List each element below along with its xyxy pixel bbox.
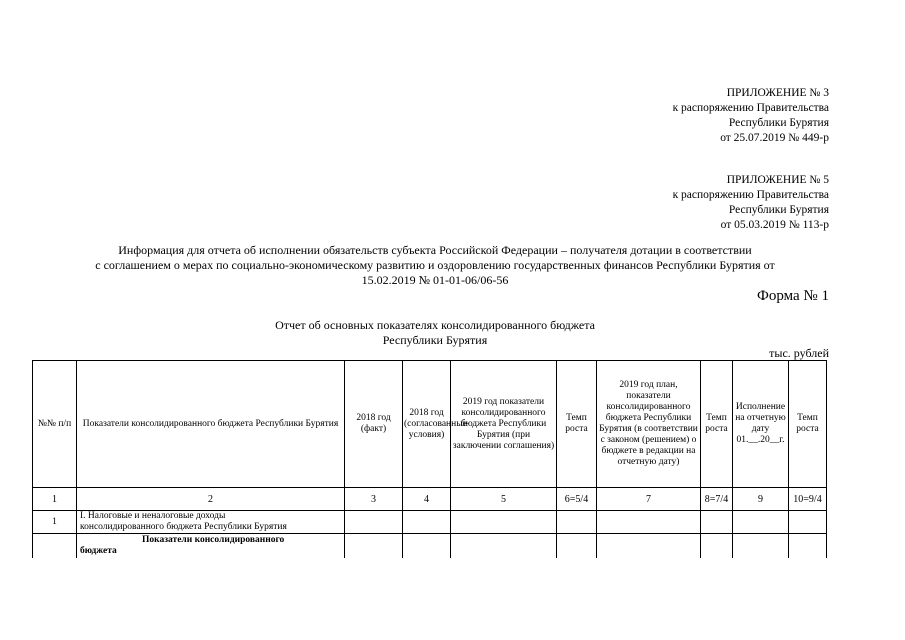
column-header: Исполнение на отчетную дату 01.__.20__г.	[733, 361, 789, 488]
column-number: 8=7/4	[701, 488, 733, 511]
column-header: Показатели консолидированного бюджета Республики Бурятия	[77, 361, 345, 488]
row-label-line: Показатели консолидированного	[142, 535, 285, 545]
table-cell	[701, 511, 733, 534]
column-number-row	[33, 488, 827, 511]
units-label: тыс. рублей	[769, 346, 829, 360]
row-label-line: I. Налоговые и неналоговые доходы	[80, 511, 226, 521]
info-line: с соглашением о мерах по социально-экономическому развитию и оздоровлению государственных финансов Республики Бурятия от	[95, 258, 775, 272]
info-line: 15.02.2019 № 01-01-06/06-56	[361, 273, 509, 287]
table-cell	[789, 534, 827, 559]
table-cell	[557, 534, 597, 559]
column-number: 3	[345, 488, 403, 511]
column-header: Темп роста	[789, 361, 827, 488]
column-header: №№ п/п	[33, 361, 77, 488]
table-row	[33, 534, 827, 559]
column-header: Темп роста	[701, 361, 733, 488]
appendix-text: Республики Бурятия	[728, 117, 829, 129]
info-line: Информация для отчета об исполнении обязательств субъекта Российской Федерации – получателя дотации в соответствии	[118, 243, 752, 257]
table-cell	[701, 534, 733, 559]
table-cell	[597, 511, 701, 534]
appendix-text: Республики Бурятия	[728, 204, 829, 216]
table-row	[33, 511, 827, 534]
row-label	[77, 534, 345, 559]
table-cell	[403, 534, 451, 559]
table-cell	[733, 511, 789, 534]
column-number: 7	[597, 488, 701, 511]
column-number: 9	[733, 488, 789, 511]
row-number	[33, 534, 77, 559]
row-label-line: консолидированного бюджета Республики Бурятия	[80, 522, 287, 532]
column-number: 10=9/4	[789, 488, 827, 511]
column-number: 2	[77, 488, 345, 511]
table-cell	[789, 511, 827, 534]
appendix-date: от 05.03.2019 № 113-р	[720, 219, 829, 231]
table-cell	[557, 511, 597, 534]
table-cell	[345, 511, 403, 534]
report-title-line: Республики Бурятия	[382, 333, 488, 347]
column-number: 4	[403, 488, 451, 511]
appendix-3-header	[673, 86, 829, 146]
column-header: 2018 год (согласованные условия)	[403, 361, 451, 488]
column-number: 1	[33, 488, 77, 511]
appendix-text: к распоряжению Правительства	[672, 102, 829, 114]
report-table	[32, 360, 827, 558]
table-cell	[403, 511, 451, 534]
column-header: Темп роста	[557, 361, 597, 488]
table-cell	[733, 534, 789, 559]
report-title	[40, 318, 830, 348]
column-number: 5	[451, 488, 557, 511]
column-header: 2018 год (факт)	[345, 361, 403, 488]
table-cell	[451, 511, 557, 534]
row-label-line: бюджета	[80, 546, 117, 556]
table-cell	[345, 534, 403, 559]
column-header: 2019 год план, показатели консолидированного бюджета Республики Бурятия (в соответствии с законом (решением) о бюджете в редакции на отчетную дату)	[597, 361, 701, 488]
appendix-title: ПРИЛОЖЕНИЕ № 3	[726, 87, 829, 99]
appendix-5-header	[673, 173, 829, 233]
column-number: 6=5/4	[557, 488, 597, 511]
table-header-row	[33, 361, 827, 488]
column-header: 2019 год показатели консолидированного бюджета Республики Бурятия (при заключении соглашения)	[451, 361, 557, 488]
appendix-date: от 25.07.2019 № 449-р	[720, 132, 829, 144]
report-title-line: Отчет об основных показателях консолидированного бюджета	[275, 318, 595, 332]
table-cell	[597, 534, 701, 559]
appendix-title: ПРИЛОЖЕНИЕ № 5	[726, 174, 829, 186]
info-heading	[40, 243, 830, 288]
form-number: Форма № 1	[757, 288, 829, 304]
appendix-text: к распоряжению Правительства	[672, 189, 829, 201]
table-cell	[451, 534, 557, 559]
row-number: 1	[33, 511, 77, 534]
row-label	[77, 511, 345, 534]
